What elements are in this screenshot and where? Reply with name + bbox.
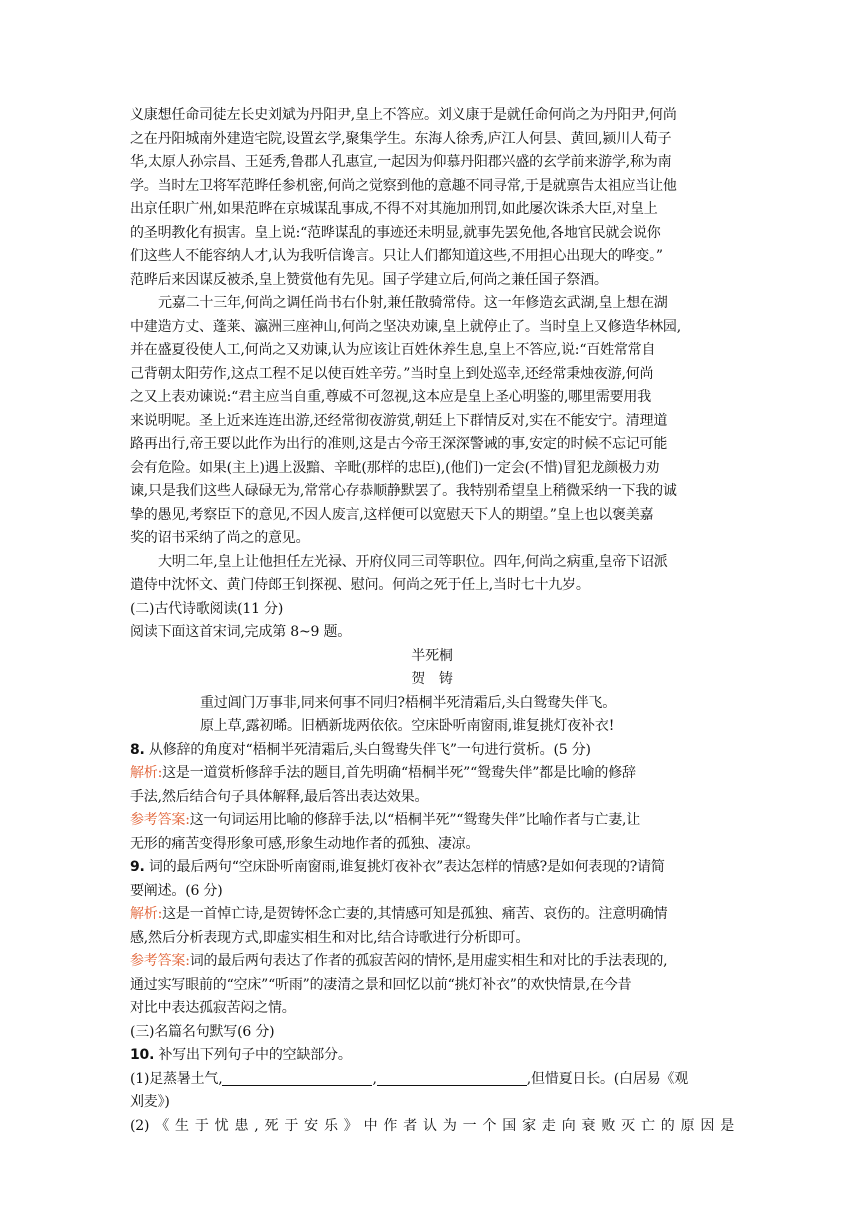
passage-line: 奖的诏书采纳了尚之的意见。 [130, 530, 310, 546]
question-text: 从修辞的角度对“梧桐半死清霜后,头白鸳鸯失伴飞”一句进行赏析。(5 分) [144, 741, 591, 758]
question-text: 词的最后两句“空床卧听南窗雨,谁复挑灯夜补衣”表达怎样的情感?是如何表现的?请简 [144, 859, 665, 875]
analysis-text: 这是一首悼亡诗,是贺铸怀念亡妻的,其情感可知是孤独、痛苦、哀伤的。注意明确情 [162, 906, 668, 922]
q8-analysis-line-1 [130, 762, 734, 786]
passage-line: 学。当时左卫将军范晔任参机密,何尚之觉察到他的意趣不同寻常,于是就禀告太祖应当让他 [130, 177, 677, 194]
item-text: (2)《生于忧患,死于安乐》中作者认为一个国家走向衰败灭亡的原因是 [130, 1117, 734, 1134]
passage-line: 出京任职广州,如果范晔在京城谋乱事成,不得不对其施加刑罚,如此屡次诛杀大臣,对皇上 [130, 201, 658, 217]
fill-blank-1[interactable] [222, 1070, 372, 1086]
translation-passage [130, 104, 734, 598]
q8-analysis-line-2: 手法,然后结合句子具体解释,最后答出表达效果。 [130, 788, 429, 805]
passage-line: 遣侍中沈怀文、黄门侍郎王钊探视、慰问。何尚之死于任上,当时七十九岁。 [130, 577, 590, 593]
passage-line: 们这些人不能容纳人才,认为我听信谗言。只让人们都知道这些,不用担心出现大的哗变。” [130, 248, 663, 264]
passage-line: 之又上表劝谏说:“君主应当自重,尊威不可忽视,这本应是皇上圣心明鉴的,哪里需要用我 [130, 389, 652, 405]
passage-line: 之在丹阳城南外建造宅院,设置玄学,聚集学生。东海人徐秀,庐江人何昙、黄回,颍川人荀子 [130, 130, 672, 147]
q8-answer-line-2: 无形的痛苦变得形象可感,形象生动地作者的孤独、凄凉。 [130, 835, 480, 852]
passage-line: 范晔后来因谋反被杀,皇上赞赏他有先见。国子学建立后,何尚之兼任国子祭酒。 [130, 271, 608, 288]
passage-line: 谏,只是我们这些人碌碌无为,常常心存恭顺静默罢了。我特别希望皇上稍微采纳一下我的诚 [130, 483, 677, 499]
answer-label: 参考答案: [130, 812, 190, 828]
question-number: 8. [130, 741, 145, 758]
question-9 [130, 856, 734, 880]
passage-line: 挚的愚见,考察臣下的意见,不因人废言,这样便可以宽慰天下人的期望。”皇上也以褒美嘉 [130, 506, 654, 523]
q9-analysis-line-2: 感,然后分析表现方式,即虚实相生和对比,结合诗歌进行分析即可。 [130, 929, 530, 946]
item-suffix: ,但惜夏日长。(白居易《观 [526, 1070, 689, 1087]
poem-author: 贺 铸 [411, 671, 453, 687]
passage-line: 的圣明教化有损害。皇上说:“范晔谋乱的事迹还未明显,就事先罢免他,各地官民就会说你 [130, 224, 661, 241]
question-text: 补写出下列句子中的空缺部分。 [154, 1047, 352, 1063]
section-heading-dictation: (三)名篇名句默写(6 分) [130, 1023, 275, 1040]
passage-line: 元嘉二十三年,何尚之调任尚书右仆射,兼任散骑常侍。这一年修造玄武湖,皇上想在湖 [158, 295, 668, 311]
item-separator: , [372, 1070, 377, 1087]
item-prefix: (1)足蒸暑土气, [130, 1070, 223, 1087]
poem-title: 半死桐 [411, 647, 453, 664]
analysis-text: 这是一道赏析修辞手法的题目,首先明确“梧桐半死”“鸳鸯失伴”都是比喻的修辞 [162, 765, 636, 781]
answer-label: 参考答案: [130, 953, 190, 969]
q10-item-2 [130, 1115, 734, 1139]
q10-item-1 [130, 1068, 734, 1092]
passage-line: 中建造方丈、蓬莱、瀛洲三座神山,何尚之坚决劝谏,皇上就停止了。当时皇上又修造华林园, [130, 318, 681, 335]
question-9-cont: 要阐述。(6 分) [130, 882, 223, 899]
poem-line-2: 原上草,露初晞。旧栖新垅两依依。空床卧听南窗雨,谁复挑灯夜补衣! [200, 718, 615, 734]
q9-answer-line-2: 通过实写眼前的“空床”“听雨”的凄清之景和回忆以前“挑灯补衣”的欢快情景,在今昔 [130, 976, 632, 993]
q9-answer-line-1 [130, 950, 734, 974]
passage-line: 路再出行,帝王要以此作为出行的准则,这是古今帝王深深警诫的事,安定的时候不忘记可能 [130, 436, 668, 452]
section-heading-poetry: (二)古代诗歌阅读(11 分) [130, 600, 284, 617]
question-8 [130, 739, 734, 763]
passage-line: 并在盛夏役使人工,何尚之又劝谏,认为应该让百姓休养生息,皇上不答应,说:“百姓常常自 [130, 342, 656, 358]
poetry-instruction: 阅读下面这首宋词,完成第 8~9 题。 [130, 624, 352, 640]
question-number: 9. [130, 859, 145, 875]
q8-answer-line-1 [130, 809, 734, 833]
passage-line: 大明二年,皇上让他担任左光禄、开府仪同三司等职位。四年,何尚之病重,皇帝下诏派 [158, 553, 668, 570]
poem-line-1: 重过阊门万事非,同来何事不同归?梧桐半死清霜后,头白鸳鸯失伴飞。 [200, 694, 617, 711]
answer-text: 词的最后两句表达了作者的孤寂苦闷的情怀,是用虚实相生和对比的手法表现的, [189, 953, 668, 969]
q10-item-1-cont: 刈麦》) [130, 1094, 170, 1110]
passage-line: 会有危险。如果(主上)遇上汲黯、辛毗(那样的忠臣),(他们)一定会(不惜)冒犯龙颜极力劝 [130, 459, 660, 476]
passage-line: 来说明呢。圣上近来连连出游,还经常彻夜游赏,朝廷上下群情反对,实在不能安宁。清理道 [130, 412, 668, 429]
answer-text: 这一句词运用比喻的修辞手法,以“梧桐半死”“鸳鸯失伴”比喻作者与亡妻,让 [189, 812, 641, 828]
question-number: 10. [130, 1047, 155, 1063]
passage-line: 义康想任命司徒左长史刘斌为丹阳尹,皇上不答应。刘义康于是就任命何尚之为丹阳尹,何尚 [130, 107, 677, 123]
q9-analysis-line-1 [130, 903, 734, 927]
question-10 [130, 1044, 734, 1068]
passage-line: 己背朝太阳劳作,这点工程不足以使百姓辛劳。”当时皇上到处巡幸,还经常秉烛夜游,何尚 [130, 365, 654, 382]
document-page [130, 104, 734, 1138]
analysis-label: 解析: [130, 906, 163, 922]
q9-answer-line-3: 对比中表达孤寂苦闷之情。 [130, 1000, 296, 1016]
analysis-label: 解析: [130, 765, 163, 781]
passage-line: 华,太原人孙宗昌、王延秀,鲁郡人孔惠宣,一起因为仰慕丹阳郡兴盛的玄学前来游学,称为南 [130, 154, 672, 170]
fill-blank-2[interactable] [377, 1070, 527, 1086]
